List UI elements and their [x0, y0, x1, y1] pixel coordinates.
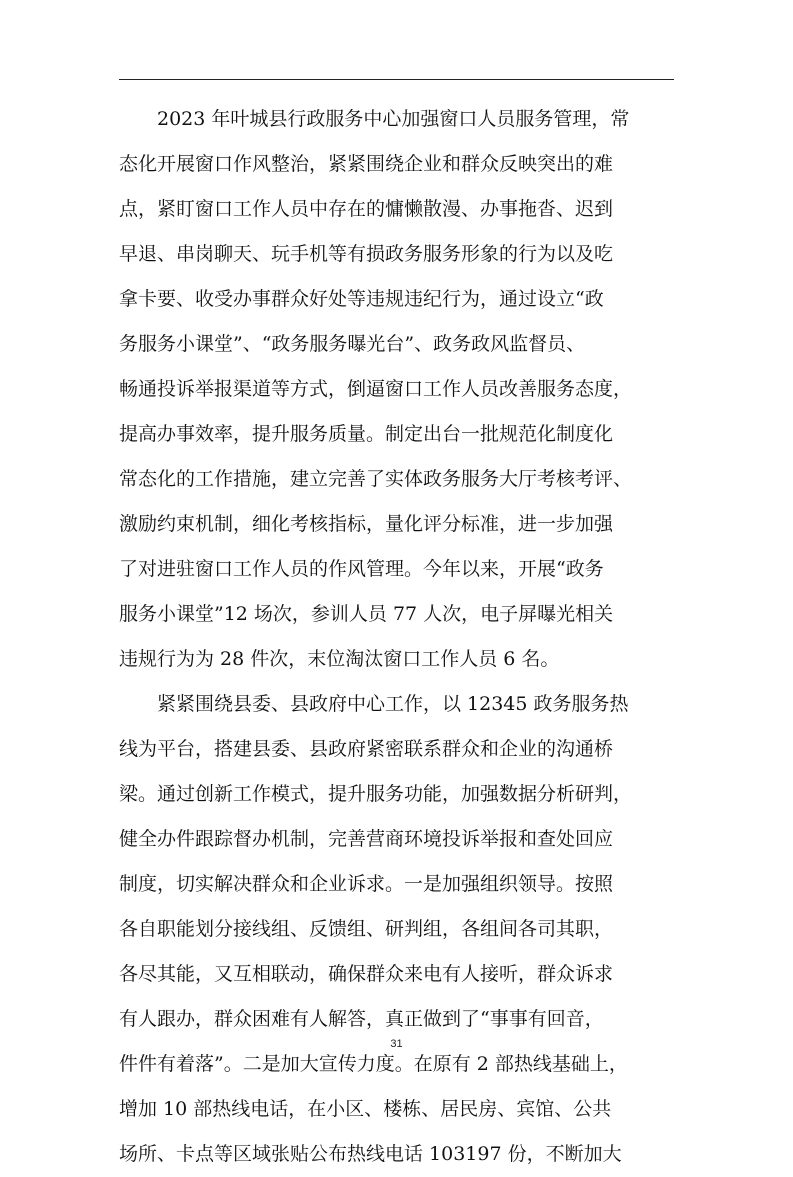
- header-rule: [119, 79, 674, 80]
- text-line: 务服务小课堂”、“政务服务曝光台”、政务政风监督员、: [119, 333, 586, 355]
- body-text: [119, 97, 679, 1177]
- text-line: 线为平台，搭建县委、县政府紧密联系群众和企业的沟通桥: [119, 738, 614, 760]
- text-line: 早退、串岗聊天、玩手机等有损政务服务形象的行为以及吃: [119, 243, 614, 265]
- paragraph-12345-hotline: [119, 682, 679, 1177]
- text-line: 2023 年叶城县行政服务中心加强窗口人员服务管理，常: [157, 108, 630, 130]
- text-line: 有人跟办，群众困难有人解答，真正做到了“事事有回音，: [119, 1008, 604, 1030]
- text-line: 点，紧盯窗口工作人员中存在的慵懒散漫、办事拖沓、迟到: [119, 198, 614, 220]
- text-line: 梁。通过创新工作模式，提升服务功能，加强数据分析研判，: [119, 783, 633, 805]
- text-line: 紧紧围绕县委、县政府中心工作，以 12345 政务服务热: [157, 693, 629, 715]
- text-line: 服务小课堂”12 场次，参训人员 77 人次，电子屏曝光相关: [119, 603, 614, 625]
- text-line: 畅通投诉举报渠道等方式，倒逼窗口工作人员改善服务态度，: [119, 378, 633, 400]
- text-line: 激励约束机制，细化考核指标，量化评分标准，进一步加强: [119, 513, 614, 535]
- text-line: 件件有着落”。二是加大宣传力度。在原有 2 部热线基础上，: [119, 1053, 628, 1075]
- text-line: 制度，切实解决群众和企业诉求。一是加强组织领导。按照: [119, 873, 614, 895]
- text-line: 各尽其能，又互相联动，确保群众来电有人接听，群众诉求: [119, 963, 614, 985]
- text-line: 提高办事效率，提升服务质量。制定出台一批规范化制度化: [119, 423, 614, 445]
- text-line: 场所、卡点等区域张贴公布热线电话 103197 份，不断加大: [119, 1143, 622, 1165]
- text-line: 了对进驻窗口工作人员的作风管理。今年以来，开展“政务: [119, 558, 604, 580]
- text-line: 增加 10 部热线电话，在小区、楼栋、居民房、宾馆、公共: [119, 1098, 612, 1120]
- text-line: 态化开展窗口作风整治，紧紧围绕企业和群众反映突出的难: [119, 153, 614, 175]
- text-line: 常态化的工作措施，建立完善了实体政务服务大厅考核考评、: [119, 468, 633, 490]
- text-line: 各自职能划分接线组、反馈组、研判组，各组间各司其职，: [119, 918, 614, 940]
- text-line: 健全办件跟踪督办机制，完善营商环境投诉举报和查处回应: [119, 828, 614, 850]
- paragraph-window-service-management: [119, 97, 679, 682]
- text-line: 违规行为为 28 件次，末位淘汰窗口工作人员 6 名。: [119, 648, 560, 670]
- page-number: 31: [390, 1038, 403, 1050]
- text-line: 拿卡要、收受办事群众好处等违规违纪行为，通过设立“政: [119, 288, 604, 310]
